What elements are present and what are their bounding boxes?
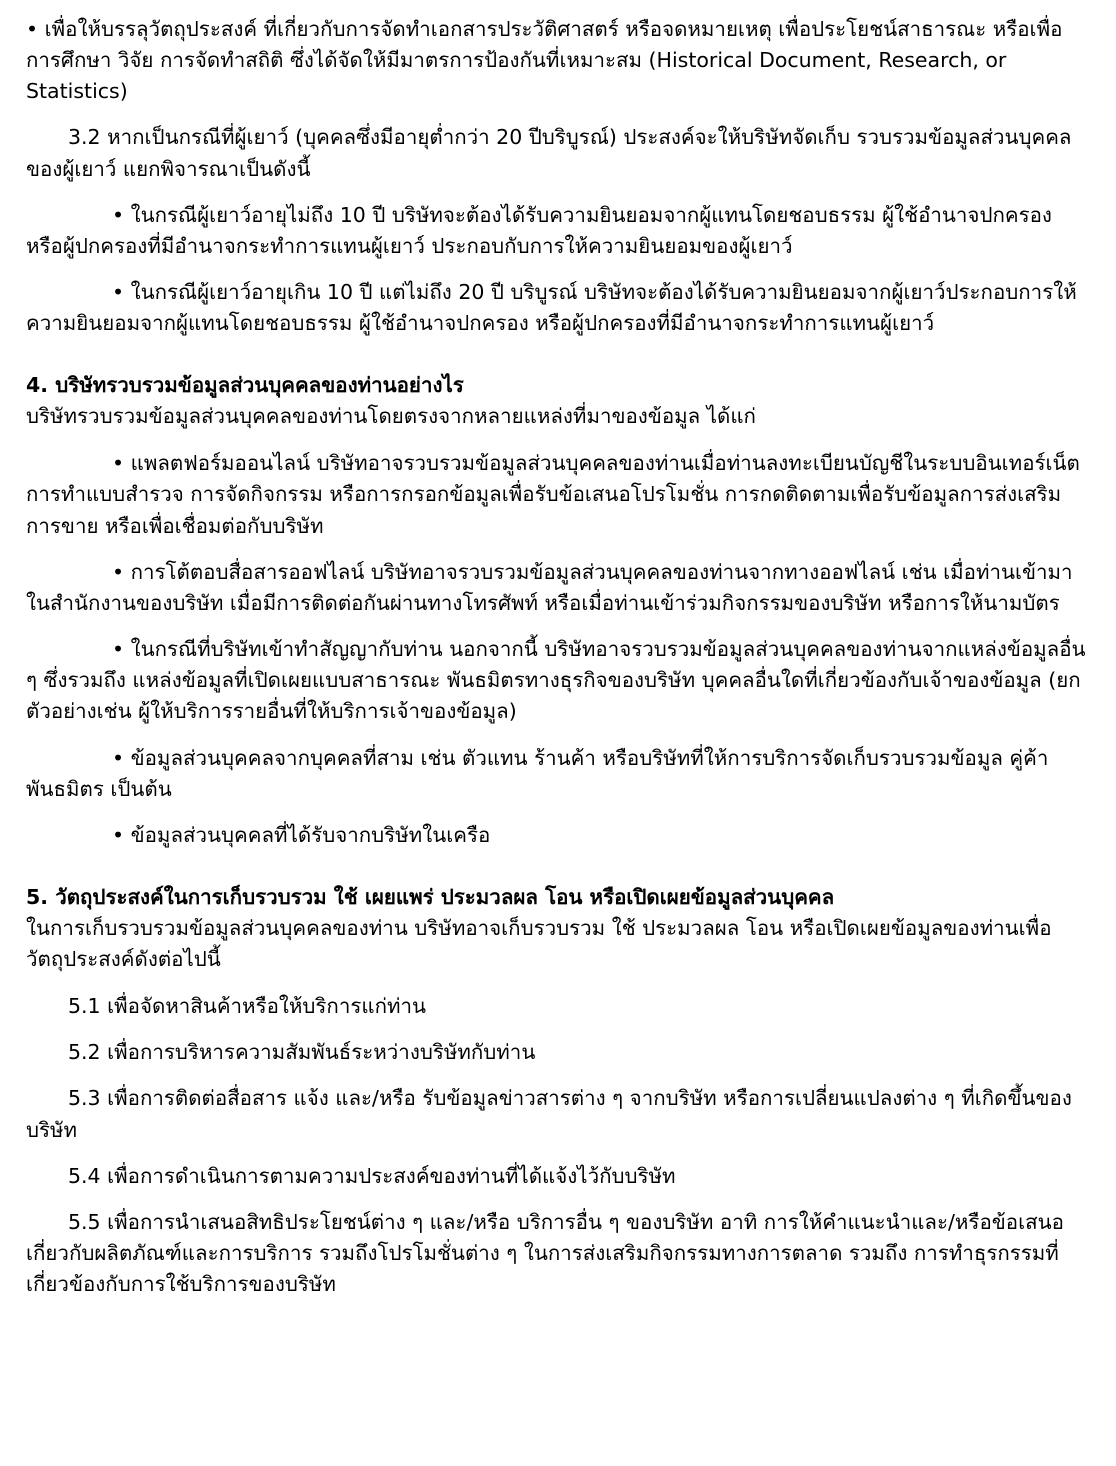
paragraph-bullet-minor-10-to-20: • ในกรณีผู้เยาว์อายุเกิน 10 ปี แต่ไม่ถึง 20 ปี บริบูรณ์ บริษัทจะต้องได้รับความยินยอมจากผู้เยาว์ประกอบการให้ความยินยอมจากผู้แทนโดยชอบธรรม ผู้ใช้อำนาจปกครอง หรือผู้ปกครองที่มีอำนาจกระทำการแทนผู้เยาว์ <box>26 277 1088 339</box>
paragraph-section-5-intro: ในการเก็บรวบรวมข้อมูลส่วนบุคคลของท่าน บริษัทอาจเก็บรวบรวม ใช้ ประมวลผล โอน หรือเปิดเผยข้อมูลของท่านเพื่อวัตถุประสงค์ดังต่อไปนี้ <box>26 915 1052 971</box>
paragraph-bullet-minor-under-10: • ในกรณีผู้เยาว์อายุไม่ถึง 10 ปี บริษัทจะต้องได้รับความยินยอมจากผู้แทนโดยชอบธรรม ผู้ใช้อำนาจปกครอง หรือผู้ปกครองที่มีอำนาจกระทำการแทนผู้เยาว์ ประกอบกับการให้ความยินยอมของผู้เยาว์ <box>26 200 1088 262</box>
paragraph-clause-3-2: 3.2 หากเป็นกรณีที่ผู้เยาว์ (บุคคลซึ่งมีอายุต่ำกว่า 20 ปีบริบูรณ์) ประสงค์จะให้บริษัทจัดเก็บ รวบรวมข้อมูลส่วนบุคคลของผู้เยาว์ แยกพิจารณาเป็นดังนี้ <box>26 125 1072 181</box>
paragraph-bullet-affiliate: • ข้อมูลส่วนบุคคลที่ได้รับจากบริษัทในเครือ <box>26 820 1088 851</box>
paragraph-clause-5-2: 5.2 เพื่อการบริหารความสัมพันธ์ระหว่างบริษัทกับท่าน <box>68 1040 536 1065</box>
paragraph-section-4-intro: บริษัทรวบรวมข้อมูลส่วนบุคคลของท่านโดยตรงจากหลายแหล่งที่มาของข้อมูล ได้แก่ <box>26 404 756 429</box>
paragraph-bullet-historical: • เพื่อให้บรรลุวัตถุประสงค์ ที่เกี่ยวกับการจัดทำเอกสารประวัติศาสตร์ หรือจดหมายเหตุ เพื่อประโยชน์สาธารณะ หรือเพื่อการศึกษา วิจัย การจัดทำสถิติ ซึ่งได้จัดให้มีมาตรการป้องกันที่เหมาะสม (Historical Document, Research, or Statistics) <box>26 14 1088 107</box>
paragraph-clause-5-3: 5.3 เพื่อการติดต่อสื่อสาร แจ้ง และ/หรือ รับข้อมูลข่าวสารต่าง ๆ จากบริษัท หรือการเปลี่ยนแปลงต่าง ๆ ที่เกิดขึ้นของบริษัท <box>26 1086 1072 1142</box>
paragraph-bullet-third-party: • ข้อมูลส่วนบุคคลจากบุคคลที่สาม เช่น ตัวแทน ร้านค้า หรือบริษัทที่ให้การบริการจัดเก็บรวบรวมข้อมูล คู่ค้า พันธมิตร เป็นต้น <box>26 743 1088 805</box>
heading-section-5: 5. วัตถุประสงค์ในการเก็บรวบรวม ใช้ เผยแพร่ ประมวลผล โอน หรือเปิดเผยข้อมูลส่วนบุคคล <box>26 885 835 910</box>
paragraph-clause-5-5: 5.5 เพื่อการนำเสนอสิทธิประโยชน์ต่าง ๆ และ/หรือ บริการอื่น ๆ ของบริษัท อาทิ การให้คำแนะนำและ/หรือข้อเสนอเกี่ยวกับผลิตภัณฑ์และการบริการ รวมถึงโปรโมชั่นต่าง ๆ ในการส่งเสริมกิจกรรมทางการตลาด รวมถึง การทำธุรกรรมที่เกี่ยวข้องกับการใช้บริการของบริษัท <box>26 1209 1064 1297</box>
paragraph-clause-5-4: 5.4 เพื่อการดำเนินการตามความประสงค์ของท่านที่ได้แจ้งไว้กับบริษัท <box>68 1163 676 1188</box>
paragraph-bullet-contract: • ในกรณีที่บริษัทเข้าทำสัญญากับท่าน นอกจากนี้ บริษัทอาจรวบรวมข้อมูลส่วนบุคคลของท่านจากแหล่งข้อมูลอื่น ๆ ซึ่งรวมถึง แหล่งข้อมูลที่เปิดเผยแบบสาธารณะ พันธมิตรทางธุรกิจของบริษัท บุคคลอื่นใดที่เกี่ยวข้องกับเจ้าของข้อมูล (ยกตัวอย่างเช่น ผู้ให้บริการรายอื่นที่ให้บริการเจ้าของข้อมูล) <box>26 634 1088 727</box>
section-spacer-2 <box>26 866 1088 882</box>
paragraph-bullet-offline: • การโต้ตอบสื่อสารออฟไลน์ บริษัทอาจรวบรวมข้อมูลส่วนบุคคลของท่านจากทางออฟไลน์ เช่น เมื่อท่านเข้ามาในสำนักงานของบริษัท เมื่อมีการติดต่อกันผ่านทางโทรศัพท์ หรือเมื่อท่านเข้าร่วมกิจกรรมของบริษัท หรือการให้นามบัตร <box>26 557 1088 619</box>
heading-section-4: 4. บริษัทรวบรวมข้อมูลส่วนบุคคลของท่านอย่างไร <box>26 373 464 398</box>
section-spacer <box>26 354 1088 370</box>
paragraph-clause-5-1: 5.1 เพื่อจัดหาสินค้าหรือให้บริการแก่ท่าน <box>68 994 427 1019</box>
paragraph-bullet-online-platform: • แพลตฟอร์มออนไลน์ บริษัทอาจรวบรวมข้อมูลส่วนบุคคลของท่านเมื่อท่านลงทะเบียนบัญชีในระบบอินเทอร์เน็ต การทำแบบสำรวจ การจัดกิจกรรม หรือการกรอกข้อมูลเพื่อรับข้อเสนอโปรโมชั่น การกดติดตามเพื่อรับข้อมูลการส่งเสริมการขาย หรือเพื่อเชื่อมต่อกับบริษัท <box>26 448 1088 541</box>
